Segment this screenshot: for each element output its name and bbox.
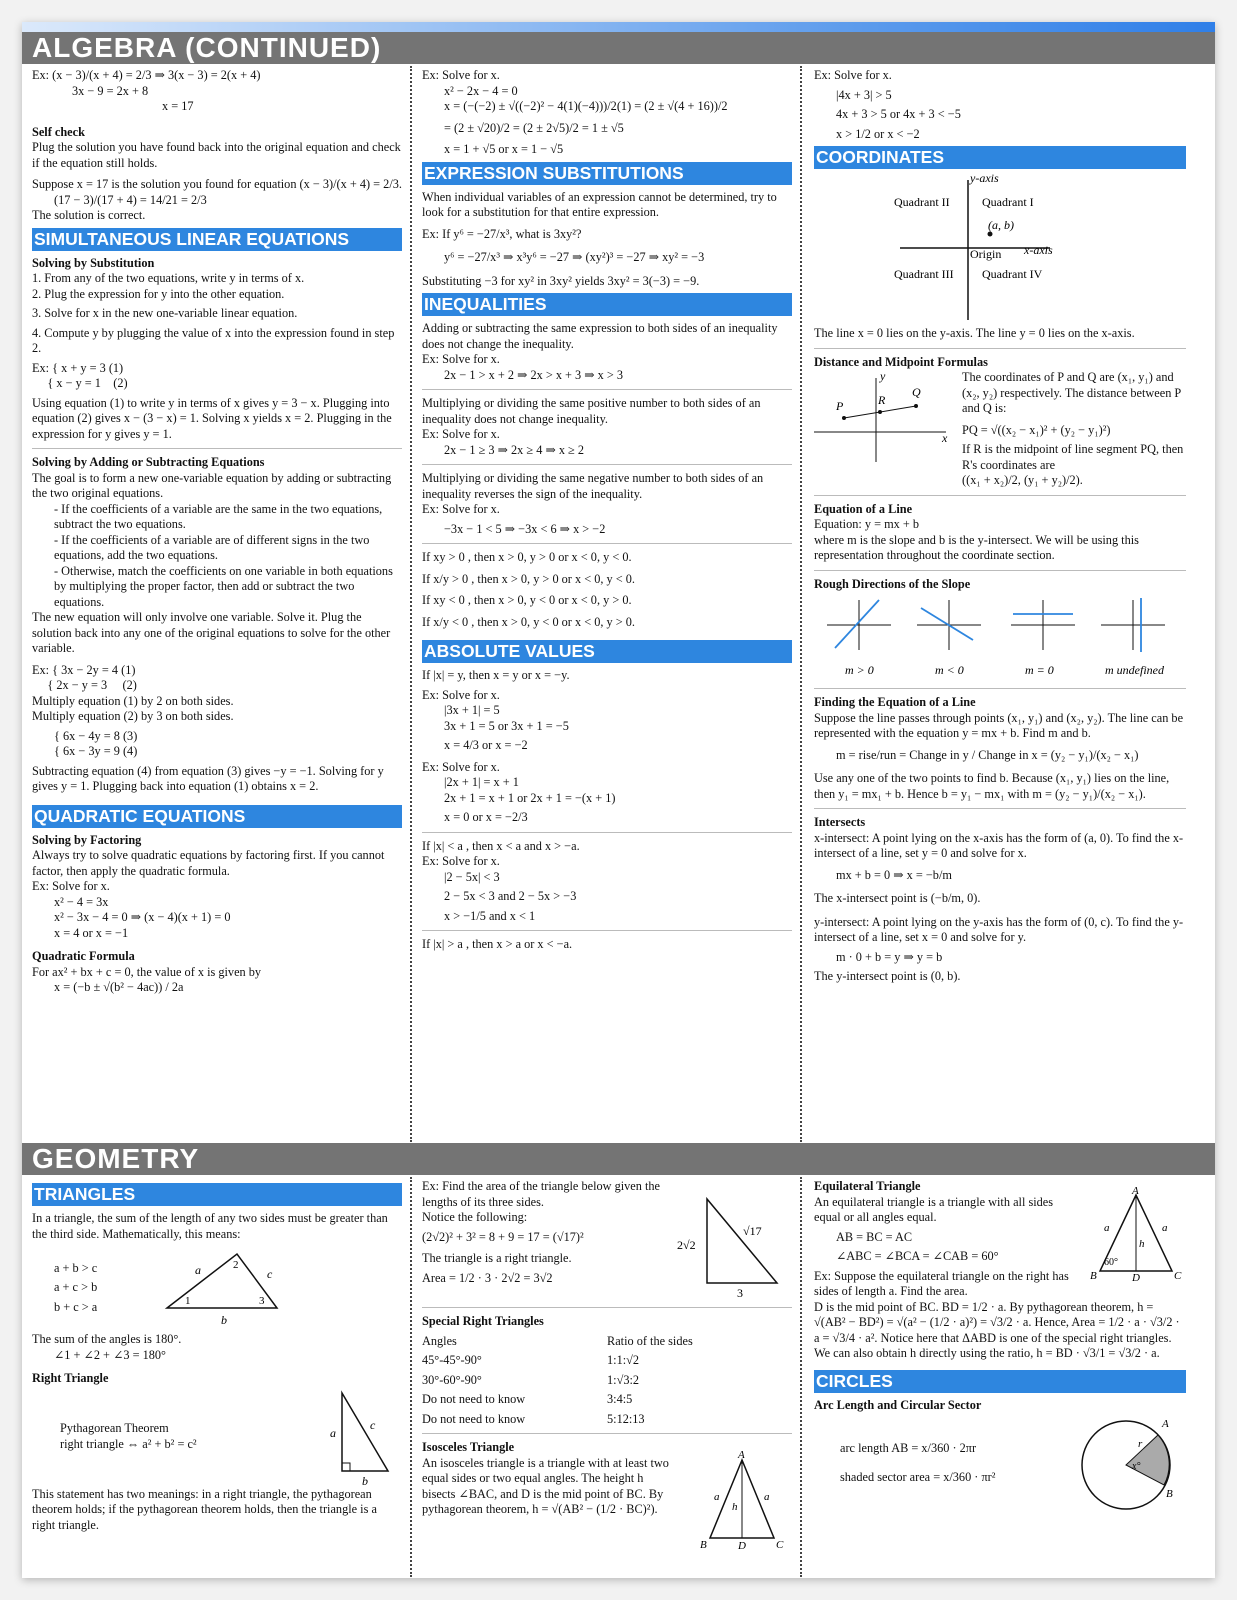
subsection-title: Equilateral Triangle: [814, 1179, 921, 1193]
paragraph: where m is the slope and b is the y-intersect. We will be using this representation throughout the coordinate section.: [814, 532, 1139, 562]
system-line: { 6x − 3y = 9 (4): [54, 744, 138, 758]
coordinate-plane-diagram: [820, 174, 1180, 324]
paragraph: When individual variables of an expression cannot be determined, try to look for a substitution for that entire expression.: [422, 189, 777, 219]
paragraph: Multiplying or dividing the same negative number to both sides of an inequality reverses the sign of the inequality.: [422, 471, 764, 501]
top-accent-strip: [22, 22, 1215, 32]
angle-label: 2: [233, 1259, 239, 1271]
example-line: −3x − 1 < 5 ⇒ −3x < 6 ⇒ x > −2: [444, 521, 606, 536]
step-item: 4. Compute y by plugging the value of x into the expression found in step 2.: [32, 325, 395, 355]
right-angle-mark: [342, 1463, 350, 1471]
example-line: Ex: Solve for x.: [422, 854, 500, 868]
subsection-title: Arc Length and Circular Sector: [814, 1397, 982, 1412]
triangle-shape: [707, 1199, 777, 1283]
example-line: Ex: Solve for x.: [422, 759, 500, 774]
paragraph: D is the mid point of BC. BD = 1/2 · a. By pythagorean theorem, h = √(AB² − BD²) = √(a² − (1/2 · a)²) = √3/2 · a. Hence, Area = 1/2 · a · √3/2 · a = √3/4 · a². Notice here that ΔABD is one of the special right triangles. We can also obtain h directly using the ratio, h = BD · √3/1 = √3/2 · a.: [814, 1299, 1180, 1360]
divider: [422, 930, 792, 931]
paragraph: y-intersect: A point lying on the y-axis has the form of (0, c). To find the y-intersect of a line, set x = 0 and solve for y.: [814, 914, 1184, 944]
geometry-column-1: [32, 1179, 402, 1575]
divider: [814, 808, 1186, 809]
column-divider: [410, 66, 412, 1142]
height-label: h: [732, 1501, 738, 1513]
formula: x = (−b ± √(b² − 4ac)) / 2a: [54, 980, 184, 994]
paragraph: Multiplying or dividing the same positive number to both sides of an inequality does not change inequality.: [422, 396, 761, 426]
example-line: x = 4/3 or x = −2: [444, 738, 528, 752]
divider: [422, 1307, 792, 1308]
paragraph: The triangle is a right triangle.: [422, 1251, 572, 1265]
example-line: |2 − 5x| < 3: [444, 869, 500, 884]
svg-text:m = 0: m = 0: [1025, 663, 1054, 677]
divider: [814, 688, 1186, 689]
correct-text: The solution is correct.: [32, 208, 146, 222]
formula: right triangle ⇔ a² + b² = c²: [60, 1436, 197, 1451]
rule-line: If xy < 0 , then x > 0, y < 0 or x < 0, y > 0.: [422, 593, 632, 607]
paragraph: Suppose the line passes through points (x₁, y₁) and (x₂, y₂). The line can be represented with the equation y = mx + b. Find m and b.: [814, 710, 1184, 740]
divider: [32, 448, 402, 449]
rule-line: If |x| = y, then x = y or x = −y.: [422, 668, 570, 682]
example-line: = (2 ± √20)/2 = (2 ± 2√5)/2 = 1 ± √5: [444, 120, 624, 135]
slope-zero: [1011, 600, 1075, 677]
subsection-title: Equation of a Line: [814, 501, 913, 516]
system-line: { x − y = 1 (2): [32, 376, 128, 390]
paragraph: If R is the midpoint of line segment PQ, then R's coordinates are: [962, 442, 1184, 472]
example-line: x = 1 + √5 or x = 1 − √5: [444, 142, 564, 156]
example-line: y⁶ = −27/x³ ⇒ x³y⁶ = −27 ⇒ (xy²)³ = −27 ⇒ xy² = −3: [444, 250, 705, 264]
paragraph: This statement has two meanings: in a right triangle, the pythagorean theorem holds; if the pythagorean theorem holds, then the triangle is a right triangle.: [32, 1486, 377, 1532]
slope-directions-diagram: [817, 594, 1183, 682]
formula: arc length AB = x/360 · 2πr: [840, 1440, 977, 1455]
formula: ∠ABC = ∠BCA = ∠CAB = 60°: [836, 1249, 999, 1263]
table-header: Ratio of the sides: [607, 1333, 693, 1348]
point-label: B: [1166, 1488, 1173, 1500]
section-header: INEQUALITIES: [422, 293, 792, 316]
point-label: (a, b): [988, 218, 1014, 232]
circle-sector-diagram: [1076, 1413, 1186, 1513]
example-line: Ex: Suppose the equilateral triangle on the right has sides of length a. Find the area.: [814, 1268, 1069, 1298]
step-item: 2. Plug the expression for y into the other equation.: [32, 286, 285, 301]
radius-label: r: [1138, 1438, 1143, 1450]
svg-text:m < 0: m < 0: [935, 663, 964, 677]
special-triangles-table: [422, 1334, 792, 1428]
equilateral-triangle-diagram: [1086, 1187, 1186, 1283]
quadrant-label: Quadrant II: [894, 195, 950, 209]
paragraph: The x-intersect point is (−b/m, 0).: [814, 891, 981, 905]
table-cell: 45°-45°-90°: [422, 1353, 482, 1367]
formula: (2√2)² + 3² = 8 + 9 = 17 = (√17)²: [422, 1229, 584, 1244]
side-label: a: [195, 1263, 202, 1277]
section-header: CIRCLES: [814, 1370, 1186, 1393]
table-cell: 30°-60°-90°: [422, 1372, 482, 1387]
paragraph: Always try to solve quadratic equations by factoring first. If you cannot factor, then apply the quadratic formula.: [32, 848, 385, 878]
point-label: P: [836, 399, 844, 413]
subsection-title: Solving by Adding or Subtracting Equations: [32, 455, 265, 469]
formula: Equation: y = mx + b: [814, 517, 920, 531]
isosceles-triangle-diagram: [692, 1450, 792, 1550]
point-p: [842, 416, 846, 420]
angle-label: x°: [1132, 1461, 1141, 1472]
point-marker: [988, 232, 993, 237]
axis-label: y-axis: [970, 174, 999, 185]
axis-label: y: [880, 370, 886, 383]
inequality-line: a + b > c: [54, 1260, 98, 1275]
point-label: A: [1162, 1418, 1169, 1430]
inequality-line: b + c > a: [54, 1299, 98, 1314]
subsection-title: Intersects: [814, 815, 866, 829]
system-line: Ex: { x + y = 3 (1): [32, 360, 124, 375]
bullet-item: - If the coefficients of a variable are the same in the two equations, subtract the two equations.: [54, 501, 383, 531]
sector-shape: [1126, 1435, 1169, 1485]
subsection-title: Finding the Equation of a Line: [814, 695, 976, 709]
side-label: a: [1104, 1222, 1110, 1234]
example-line: Ex: Find the area of the triangle below given the lengths of its three sides.: [422, 1179, 661, 1209]
example-line: |4x + 3| > 5: [836, 87, 892, 102]
distance-diagram: [814, 370, 954, 465]
column-divider: [410, 1177, 412, 1577]
formula: ∠1 + ∠2 + ∠3 = 180°: [54, 1347, 166, 1362]
divider: [422, 389, 792, 390]
example-line: x² − 3x − 4 = 0 ⇒ (x − 4)(x + 1) = 0: [54, 910, 231, 924]
paragraph: Using equation (1) to write y in terms of x gives y = 3 − x. Plugging into equation (2) gives x − (3 − x) = 1. Solving x yields x = 2. Plugging in the expression for y gives y = 1.: [32, 395, 392, 441]
check-equation: (17 − 3)/(17 + 4) = 14/21 = 2/3: [54, 192, 207, 207]
example-line: Ex: (x − 3)/(x + 4) = 2/3 ⇒ 3(x − 3) = 2(x + 4): [32, 68, 261, 82]
paragraph: The new equation will only involve one variable. Solve it. Plug the solution back into any one of the original equations to solve for the other variable.: [32, 610, 391, 655]
side-label: a: [764, 1491, 770, 1503]
example-line: x = (−(−2) ± √((−2)² − 4(1)(−4)))/2(1) = (2 ± √(4 + 16))/2: [444, 99, 728, 113]
example-line: x = 0 or x = −2/3: [444, 810, 528, 824]
vertex-label: D: [1132, 1272, 1140, 1283]
formula: mx + b = 0 ⇒ x = −b/m: [836, 867, 952, 882]
example-line: 3x − 9 = 2x + 8: [72, 83, 149, 98]
rule-line: If x/y < 0 , then x > 0, y < 0 or x < 0, y > 0.: [422, 614, 635, 629]
paragraph: Use any one of the two points to find b. Because (x₁, y₁) lies on the line, then y₁ = mx₁ + b. Hence b = y₁ − mx₁ with m = (y₂ − y₁)/(x₂ − x₁).: [814, 771, 1170, 801]
subsection-title: Rough Directions of the Slope: [814, 576, 971, 591]
paragraph: The coordinates of P and Q are (x₁, y₁) and (x₂, y₂) respectively. The distance between P and Q is:: [962, 370, 1181, 415]
step-item: 1. From any of the two equations, write y in terms of x.: [32, 271, 305, 285]
example-line: x = 17: [162, 99, 194, 113]
angle-label: 3: [259, 1295, 265, 1307]
table-cell: Do not need to know: [422, 1411, 526, 1426]
algebra-column-1: [32, 68, 402, 1142]
paragraph: An equilateral triangle is a triangle with all sides equal or all angles equal.: [814, 1194, 1054, 1224]
side-label: 2√2: [677, 1238, 696, 1252]
selfcheck-text: Plug the solution you have found back into the original equation and check if the equation still holds.: [32, 140, 401, 170]
side-label: b: [221, 1313, 228, 1327]
example-line: Ex: Solve for x.: [422, 68, 500, 82]
table-cell: 3:4:5: [607, 1392, 633, 1406]
slope-positive: [827, 600, 891, 677]
example-line: x > −1/5 and x < 1: [444, 908, 536, 923]
point-label: Q: [912, 385, 921, 399]
triangle-diagram: [117, 1248, 297, 1328]
section-header: COORDINATES: [814, 146, 1186, 169]
quadrant-label: Quadrant IV: [982, 267, 1043, 281]
divider: [422, 543, 792, 544]
paragraph: The sum of the angles is 180°.: [32, 1332, 182, 1346]
example-line: Ex: Solve for x.: [422, 427, 500, 441]
height-label: h: [1139, 1238, 1145, 1250]
divider: [814, 570, 1186, 571]
paragraph: Pythagorean Theorem: [60, 1421, 169, 1435]
formula: Area = 1/2 · 3 · 2√2 = 3√2: [422, 1270, 553, 1285]
point-label: R: [878, 393, 886, 407]
system-line: { 6x − 4y = 8 (3): [54, 728, 138, 743]
formula: AB = BC = AC: [836, 1229, 913, 1244]
subsection-title: Special Right Triangles: [422, 1314, 544, 1328]
section-header: SIMULTANEOUS LINEAR EQUATIONS: [32, 228, 402, 251]
system-line: Ex: { 3x − 2y = 4 (1): [32, 662, 136, 677]
paragraph: Multiply equation (1) by 2 on both sides.: [32, 693, 234, 708]
paragraph: Multiply equation (2) by 3 on both sides.: [32, 709, 234, 723]
example-line: 2 − 5x < 3 and 2 − 5x > −3: [444, 889, 577, 903]
side-label: c: [267, 1267, 273, 1281]
example-line: |2x + 1| = x + 1: [444, 775, 519, 789]
side-label: a: [714, 1491, 720, 1503]
selfcheck-title: Self check: [32, 124, 85, 139]
example-line: |3x + 1| = 5: [444, 703, 500, 717]
svg-text:m > 0: m > 0: [845, 663, 874, 677]
paragraph: In a triangle, the sum of the length of any two sides must be greater than the third side. Mathematically, this means:: [32, 1211, 388, 1241]
geometry-banner: GEOMETRY: [22, 1143, 1215, 1175]
section-header: TRIANGLES: [32, 1183, 402, 1206]
example-line: 2x + 1 = x + 1 or 2x + 1 = −(x + 1): [444, 790, 616, 805]
divider: [422, 1433, 792, 1434]
example-line: 2x − 1 ≥ 3 ⇒ 2x ≥ 4 ⇒ x ≥ 2: [444, 442, 585, 457]
example-line: x² − 4 = 3x: [54, 894, 109, 909]
side-label: a: [330, 1425, 336, 1440]
vertex-label: C: [776, 1539, 784, 1550]
column-divider: [800, 1177, 802, 1577]
geometry-column-2: [422, 1179, 792, 1575]
right-triangle-diagram: [292, 1387, 402, 1487]
paragraph: Substituting −3 for xy² in 3xy² yields 3xy² = 3(−3) = −9.: [422, 273, 700, 288]
side-label: √17: [743, 1224, 762, 1238]
quadrant-label: Quadrant III: [894, 267, 954, 281]
subsection-title: Right Triangle: [32, 1371, 109, 1385]
table-cell: 1:√3:2: [607, 1372, 640, 1387]
divider: [814, 495, 1186, 496]
slope-negative: [917, 600, 981, 677]
example-line: x = 4 or x = −1: [54, 925, 129, 940]
vertex-label: A: [738, 1450, 745, 1461]
paragraph: The line x = 0 lies on the y-axis. The line y = 0 lies on the x-axis.: [814, 326, 1135, 340]
example-line: Ex: Solve for x.: [814, 68, 892, 82]
rule-line: If x/y > 0 , then x > 0, y > 0 or x < 0, y < 0.: [422, 571, 635, 586]
system-line: { 2x − y = 3 (2): [32, 678, 137, 692]
example-line: Ex: Solve for x.: [422, 352, 500, 366]
divider: [422, 832, 792, 833]
section-header: EXPRESSION SUBSTITUTIONS: [422, 162, 792, 185]
step-item: 3. Solve for x in the new one-variable linear equation.: [32, 306, 298, 320]
vertex-label: B: [1090, 1270, 1097, 1282]
example-line: 2x − 1 > x + 2 ⇒ 2x > x + 3 ⇒ x > 3: [444, 367, 624, 382]
divider: [814, 348, 1186, 349]
section-header: QUADRATIC EQUATIONS: [32, 805, 402, 828]
paragraph: For ax² + bx + c = 0, the value of x is given by: [32, 964, 262, 979]
example-line: x² − 2x − 4 = 0: [444, 83, 518, 98]
angle-label: 60°: [1104, 1257, 1118, 1268]
bullet-item: - Otherwise, match the coefficients on one variable in both equations by multiplying the proper factor, then add or subtract the two equations.: [54, 563, 393, 609]
triangle-shape: [342, 1393, 388, 1471]
example-line: 4x + 3 > 5 or 4x + 3 < −5: [836, 107, 961, 121]
column-divider: [800, 66, 802, 1142]
angle-label: 1: [185, 1295, 191, 1307]
algebra-column-2: [422, 68, 792, 1142]
axis-label: x-axis: [1024, 243, 1053, 257]
paragraph: x-intersect: A point lying on the x-axis has the form of (a, 0). To find the x-intersect of a line, set y = 0 and solve for x.: [814, 830, 1184, 860]
suppose-text: Suppose x = 17 is the solution you found for equation (x − 3)/(x + 4) = 2/3.: [32, 177, 402, 191]
geometry-column-3: [814, 1179, 1186, 1575]
subsection-title: Solving by Substitution: [32, 255, 155, 270]
paragraph: Notice the following:: [422, 1210, 528, 1224]
formula: m · 0 + b = y ⇒ y = b: [836, 949, 943, 964]
paragraph: The goal is to form a new one-variable equation by adding or subtracting the two original equations.: [32, 470, 392, 500]
area-triangle-diagram: [677, 1191, 792, 1301]
vertex-label: B: [700, 1539, 707, 1550]
paragraph: The y-intersect point is (0, b).: [814, 969, 961, 983]
formula: shaded sector area = x/360 · πr²: [840, 1470, 996, 1484]
table-cell: Do not need to know: [422, 1392, 526, 1406]
paragraph: Adding or subtracting the same expression to both sides of an inequality does not change the inequality.: [422, 321, 778, 351]
example-line: x > 1/2 or x < −2: [836, 126, 920, 141]
rule-line: If |x| > a , then x > a or x < −a.: [422, 937, 573, 951]
formula: PQ = √((x₂ − x₁)² + (y₂ − y₁)²): [962, 422, 1111, 437]
side-label: 3: [737, 1286, 743, 1300]
side-label: c: [370, 1417, 376, 1432]
formula: ((x₁ + x₂)/2, (y₁ + y₂)/2).: [962, 473, 1083, 487]
paragraph: Subtracting equation (4) from equation (3) gives −y = −1. Solving for y gives y = 1. Plugging back into equation (1) obtains x = 2.: [32, 763, 384, 793]
quadrant-label: Quadrant I: [982, 195, 1034, 209]
subsection-title: Quadratic Formula: [32, 949, 135, 963]
table-header: Angles: [422, 1333, 457, 1348]
svg-text:m undefined: m undefined: [1105, 663, 1164, 677]
vertex-label: C: [1174, 1270, 1182, 1282]
side-label: a: [1162, 1222, 1168, 1234]
paragraph: An isosceles triangle is a triangle with at least two equal sides or two equal angles. The height h bisects ∠BAC, and D is the mid point of BC. By pythagorean theorem, h = √(AB² − (1/2 · BC)²).: [422, 1455, 669, 1516]
example-line: 3x + 1 = 5 or 3x + 1 = −5: [444, 718, 569, 733]
axis-label: x: [942, 431, 948, 445]
example-line: Ex: Solve for x.: [422, 687, 500, 702]
algebra-column-3: [814, 68, 1186, 1142]
example-line: Ex: If y⁶ = −27/x³, what is 3xy²?: [422, 226, 582, 241]
origin-label: Origin: [970, 247, 1002, 261]
section-header: ABSOLUTE VALUES: [422, 640, 792, 663]
divider: [422, 464, 792, 465]
point-r: [878, 410, 882, 414]
table-cell: 5:12:13: [607, 1411, 645, 1426]
table-cell: 1:1:√2: [607, 1353, 640, 1367]
rule-line: If xy > 0 , then x > 0, y > 0 or x < 0, y < 0.: [422, 550, 632, 564]
subsection-title: Isosceles Triangle: [422, 1440, 515, 1454]
formula: m = rise/run = Change in y / Change in x = (y₂ − y₁)/(x₂ − x₁): [836, 747, 1139, 762]
point-q: [914, 404, 918, 408]
vertex-label: A: [1132, 1187, 1139, 1197]
vertex-label: D: [738, 1540, 746, 1550]
slope-undefined: [1101, 598, 1165, 677]
subsection-title: Solving by Factoring: [32, 832, 142, 847]
subsection-title: Distance and Midpoint Formulas: [814, 354, 988, 369]
side-label: b: [362, 1473, 368, 1487]
study-sheet: [22, 22, 1215, 1578]
example-line: Ex: Solve for x.: [422, 502, 500, 516]
example-line: Ex: Solve for x.: [32, 879, 110, 893]
algebra-banner: ALGEBRA (CONTINUED): [22, 32, 1215, 64]
rule-line: If |x| < a , then x < a and x > −a.: [422, 838, 580, 853]
bullet-item: - If the coefficients of a variable are of different signs in the two equations, add the two equations.: [54, 532, 370, 562]
inequality-line: a + c > b: [54, 1280, 98, 1295]
